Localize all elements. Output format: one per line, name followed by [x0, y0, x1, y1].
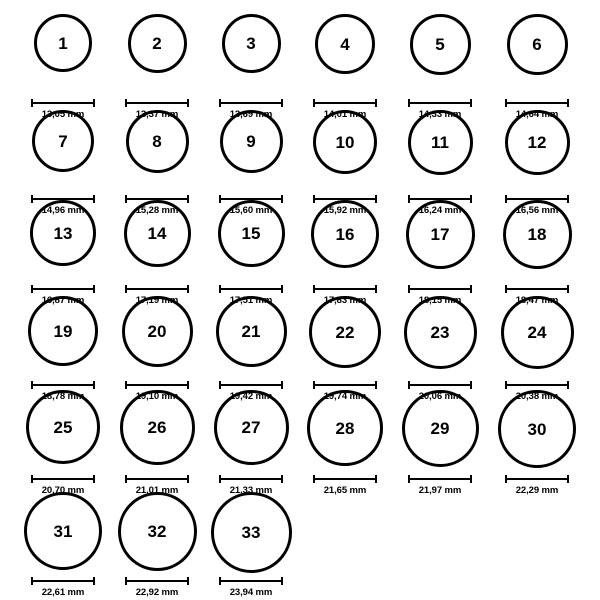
- ring-circle-wrapper: [503, 200, 572, 281]
- ring-circle-wrapper: [24, 492, 102, 573]
- ring-circle: [128, 14, 187, 73]
- ring-size-cell: [487, 390, 587, 496]
- ring-size-cell: [201, 14, 301, 120]
- measure-line: [219, 478, 283, 480]
- measure-tick-left: [219, 285, 221, 293]
- ring-size-number: 33: [241, 523, 261, 542]
- ring-circle-wrapper: [311, 200, 379, 281]
- measure-line: [219, 288, 283, 290]
- diameter-measure-bar: [219, 577, 283, 585]
- measure-line: [313, 102, 377, 104]
- measure-tick-right: [375, 99, 377, 107]
- diameter-measure-bar: [125, 381, 189, 389]
- diameter-label: 16,24 mm: [418, 205, 462, 216]
- measure-line: [408, 288, 472, 290]
- ring-size-cell: [107, 200, 207, 306]
- measure-tick-left: [313, 285, 315, 293]
- measure-tick-left: [408, 285, 410, 293]
- diameter-label: 18,47 mm: [515, 295, 559, 306]
- ring-circle: [28, 296, 98, 366]
- measure-tick-right: [375, 381, 377, 389]
- ring-size-number: 31: [53, 521, 73, 541]
- diameter-measure-bar: [219, 381, 283, 389]
- ring-circle-wrapper: [120, 390, 195, 471]
- diameter-label: 20,70 mm: [41, 485, 85, 496]
- ring-size-number: 25: [53, 417, 73, 437]
- measure-tick-right: [187, 475, 189, 483]
- diameter-measure-bar: [408, 99, 472, 107]
- diameter-measure-bar: [505, 99, 569, 107]
- measure-line: [408, 478, 472, 480]
- ring-circle-wrapper: [410, 14, 471, 95]
- ring-size-number: 3: [246, 34, 256, 53]
- ring-size-number: 2: [152, 34, 162, 53]
- measure-line: [125, 288, 189, 290]
- measure-tick-right: [567, 381, 569, 389]
- diameter-label: 15,28 mm: [135, 205, 179, 216]
- measure-tick-right: [281, 99, 283, 107]
- ring-circle-wrapper: [34, 14, 92, 95]
- diameter-label: 20,06 mm: [418, 391, 462, 402]
- diameter-label: 19,74 mm: [323, 391, 367, 402]
- measure-line: [505, 102, 569, 104]
- diameter-label: 14,01 mm: [323, 109, 367, 120]
- measure-line: [125, 102, 189, 104]
- ring-size-cell: [201, 200, 301, 306]
- ring-circle-wrapper: [507, 14, 568, 95]
- ring-circle: [402, 390, 479, 467]
- ring-circle: [32, 110, 94, 172]
- ring-size-number: 14: [147, 224, 167, 243]
- diameter-label: 19,10 mm: [135, 391, 179, 402]
- ring-circle: [118, 492, 197, 571]
- ring-size-number: 10: [335, 132, 355, 152]
- measure-tick-right: [470, 99, 472, 107]
- measure-tick-right: [375, 475, 377, 483]
- measure-tick-left: [505, 285, 507, 293]
- ring-circle-wrapper: [211, 492, 292, 573]
- ring-size-number: 24: [527, 323, 547, 342]
- ring-size-number: 17: [430, 225, 450, 244]
- measure-tick-right: [567, 99, 569, 107]
- measure-line: [31, 384, 95, 386]
- ring-circle-wrapper: [118, 492, 197, 573]
- measure-tick-right: [93, 475, 95, 483]
- measure-tick-left: [408, 475, 410, 483]
- ring-size-number: 11: [431, 133, 449, 152]
- measure-line: [313, 384, 377, 386]
- diameter-label: 17,51 mm: [229, 295, 273, 306]
- diameter-measure-bar: [31, 381, 95, 389]
- ring-circle: [313, 110, 377, 174]
- diameter-measure-bar: [219, 475, 283, 483]
- ring-size-cell: [107, 296, 207, 402]
- ring-circle: [126, 110, 189, 173]
- measure-tick-left: [125, 475, 127, 483]
- diameter-measure-bar: [408, 381, 472, 389]
- diameter-measure-bar: [125, 577, 189, 585]
- ring-circle-wrapper: [222, 14, 281, 95]
- ring-size-cell: [487, 296, 587, 402]
- ring-size-cell: [13, 492, 113, 598]
- ring-circle: [220, 110, 283, 173]
- measure-tick-left: [125, 285, 127, 293]
- measure-tick-left: [313, 99, 315, 107]
- ring-circle: [120, 390, 195, 465]
- diameter-label: 22,29 mm: [515, 485, 559, 496]
- ring-size-number: 15: [241, 224, 261, 243]
- ring-size-number: 9: [246, 132, 256, 151]
- measure-tick-right: [187, 285, 189, 293]
- ring-circle: [505, 110, 570, 175]
- diameter-label: 19,42 mm: [229, 391, 273, 402]
- measure-tick-left: [31, 577, 33, 585]
- measure-line: [31, 102, 95, 104]
- ring-size-number: 16: [335, 224, 355, 244]
- diameter-measure-bar: [505, 475, 569, 483]
- ring-size-cell: [487, 200, 587, 306]
- ring-size-number: 32: [147, 522, 167, 541]
- ring-size-number: 27: [241, 418, 261, 437]
- ring-size-number: 6: [532, 35, 542, 54]
- measure-line: [505, 478, 569, 480]
- diameter-label: 15,92 mm: [323, 205, 367, 216]
- diameter-measure-bar: [408, 285, 472, 293]
- ring-size-cell: [295, 14, 395, 120]
- ring-size-number: 12: [527, 133, 547, 152]
- ring-circle-wrapper: [505, 110, 570, 191]
- measure-tick-left: [31, 99, 33, 107]
- diameter-measure-bar: [219, 99, 283, 107]
- ring-size-cell: [201, 390, 301, 496]
- measure-line: [505, 384, 569, 386]
- ring-size-cell: [13, 14, 113, 120]
- diameter-measure-bar: [313, 381, 377, 389]
- measure-tick-right: [567, 285, 569, 293]
- diameter-measure-bar: [313, 99, 377, 107]
- ring-circle: [34, 14, 92, 72]
- ring-circle: [222, 14, 281, 73]
- diameter-label: 23,94 mm: [229, 587, 273, 598]
- measure-tick-left: [31, 381, 33, 389]
- ring-size-number: 26: [147, 418, 167, 437]
- diameter-label: 22,92 mm: [135, 587, 179, 598]
- ring-size-number: 1: [58, 33, 68, 53]
- measure-tick-left: [505, 381, 507, 389]
- ring-size-cell: [487, 14, 587, 120]
- ring-circle-wrapper: [220, 110, 283, 191]
- measure-line: [31, 580, 95, 582]
- measure-tick-left: [219, 381, 221, 389]
- ring-circle-wrapper: [218, 200, 285, 281]
- measure-tick-right: [281, 475, 283, 483]
- ring-circle: [218, 200, 285, 267]
- measure-tick-right: [187, 99, 189, 107]
- ring-size-number: 21: [241, 322, 261, 341]
- ring-size-cell: [295, 296, 395, 402]
- ring-size-number: 28: [335, 418, 355, 438]
- diameter-label: 13,05 mm: [41, 109, 85, 120]
- measure-tick-left: [408, 99, 410, 107]
- diameter-measure-bar: [408, 475, 472, 483]
- ring-size-cell: [13, 296, 113, 402]
- ring-circle: [315, 14, 375, 74]
- ring-circle-wrapper: [313, 110, 377, 191]
- measure-tick-right: [93, 99, 95, 107]
- ring-circle-wrapper: [501, 296, 574, 377]
- ring-size-cell: [13, 200, 113, 306]
- ring-circle: [404, 296, 477, 369]
- diameter-label: 13,69 mm: [229, 109, 273, 120]
- measure-tick-left: [505, 99, 507, 107]
- measure-line: [125, 580, 189, 582]
- ring-circle: [501, 296, 574, 369]
- ring-size-cell: [107, 492, 207, 598]
- ring-size-cell: [201, 296, 301, 402]
- ring-circle-wrapper: [408, 110, 473, 191]
- diameter-label: 22,61 mm: [41, 587, 85, 598]
- measure-line: [125, 384, 189, 386]
- ring-size-cell: [390, 14, 490, 120]
- measure-line: [313, 288, 377, 290]
- ring-circle-wrapper: [128, 14, 187, 95]
- diameter-label: 21,65 mm: [323, 485, 367, 496]
- diameter-measure-bar: [125, 285, 189, 293]
- ring-size-number: 19: [53, 321, 73, 341]
- diameter-measure-bar: [313, 285, 377, 293]
- ring-size-cell: [201, 492, 301, 598]
- ring-size-number: 29: [430, 419, 450, 438]
- ring-circle: [216, 296, 287, 367]
- measure-tick-right: [567, 475, 569, 483]
- diameter-label: 17,83 mm: [323, 295, 367, 306]
- ring-size-number: 23: [430, 323, 450, 342]
- diameter-label: 17,19 mm: [135, 295, 179, 306]
- ring-size-number: 5: [435, 35, 445, 54]
- ring-circle-wrapper: [26, 390, 100, 471]
- diameter-measure-bar: [31, 577, 95, 585]
- diameter-measure-bar: [31, 285, 95, 293]
- ring-size-cell: [390, 296, 490, 402]
- measure-line: [408, 384, 472, 386]
- measure-tick-left: [408, 381, 410, 389]
- diameter-label: 16,87 mm: [41, 295, 85, 306]
- ring-size-number: 13: [53, 223, 73, 243]
- ring-circle: [408, 110, 473, 175]
- ring-circle-wrapper: [30, 200, 96, 281]
- ring-size-cell: [107, 390, 207, 496]
- diameter-measure-bar: [313, 475, 377, 483]
- diameter-label: 14,96 mm: [41, 205, 85, 216]
- measure-tick-left: [31, 475, 33, 483]
- diameter-label: 14,64 mm: [515, 109, 559, 120]
- ring-circle-wrapper: [404, 296, 477, 377]
- diameter-measure-bar: [125, 99, 189, 107]
- ring-size-cell: [13, 390, 113, 496]
- ring-circle: [211, 492, 292, 573]
- ring-size-number: 4: [340, 34, 350, 54]
- ring-size-cell: [295, 200, 395, 306]
- ring-size-cell: [390, 390, 490, 496]
- diameter-measure-bar: [31, 99, 95, 107]
- measure-tick-right: [93, 577, 95, 585]
- ring-circle: [24, 492, 102, 570]
- ring-size-number: 8: [152, 132, 162, 151]
- measure-tick-left: [219, 475, 221, 483]
- ring-circle-wrapper: [124, 200, 191, 281]
- diameter-measure-bar: [505, 381, 569, 389]
- measure-line: [31, 288, 95, 290]
- ring-circle-wrapper: [216, 296, 287, 377]
- measure-tick-left: [125, 381, 127, 389]
- measure-tick-right: [187, 381, 189, 389]
- measure-line: [125, 478, 189, 480]
- ring-size-cell: [295, 390, 395, 496]
- diameter-label: 21,97 mm: [418, 485, 462, 496]
- ring-size-number: 7: [58, 131, 68, 151]
- ring-circle: [410, 14, 471, 75]
- measure-tick-right: [470, 475, 472, 483]
- ring-circle-wrapper: [126, 110, 189, 191]
- ring-size-cell: [390, 200, 490, 306]
- measure-tick-left: [219, 99, 221, 107]
- measure-tick-left: [219, 577, 221, 585]
- measure-tick-right: [281, 381, 283, 389]
- diameter-measure-bar: [219, 285, 283, 293]
- ring-circle-wrapper: [122, 296, 193, 377]
- ring-circle-wrapper: [32, 110, 94, 191]
- ring-size-number: 20: [147, 322, 167, 341]
- measure-line: [219, 580, 283, 582]
- diameter-label: 21,01 mm: [135, 485, 179, 496]
- ring-size-number: 18: [527, 225, 547, 244]
- ring-circle-wrapper: [307, 390, 383, 471]
- measure-tick-right: [281, 577, 283, 585]
- ring-circle: [498, 390, 576, 468]
- ring-circle-wrapper: [498, 390, 576, 471]
- measure-tick-right: [93, 285, 95, 293]
- measure-tick-left: [125, 99, 127, 107]
- measure-tick-left: [505, 475, 507, 483]
- ring-circle: [507, 14, 568, 75]
- ring-circle-wrapper: [28, 296, 98, 377]
- diameter-measure-bar: [125, 475, 189, 483]
- measure-tick-left: [313, 381, 315, 389]
- measure-line: [505, 288, 569, 290]
- ring-circle-wrapper: [406, 200, 475, 281]
- ring-circle: [214, 390, 289, 465]
- measure-tick-right: [470, 381, 472, 389]
- diameter-label: 18,78 mm: [41, 391, 85, 402]
- ring-circle-wrapper: [402, 390, 479, 471]
- measure-tick-right: [93, 381, 95, 389]
- measure-line: [31, 478, 95, 480]
- ring-circle: [122, 296, 193, 367]
- ring-circle-wrapper: [214, 390, 289, 471]
- measure-line: [408, 102, 472, 104]
- ring-size-number: 30: [527, 419, 547, 439]
- measure-tick-left: [125, 577, 127, 585]
- diameter-measure-bar: [505, 285, 569, 293]
- ring-circle: [307, 390, 383, 466]
- measure-tick-right: [375, 285, 377, 293]
- ring-circle: [503, 200, 572, 269]
- ring-size-cell: [107, 14, 207, 120]
- measure-tick-right: [281, 285, 283, 293]
- ring-circle: [26, 390, 100, 464]
- diameter-label: 15,60 mm: [229, 205, 273, 216]
- ring-size-number: 22: [335, 322, 355, 342]
- measure-tick-left: [313, 475, 315, 483]
- diameter-label: 13,37 mm: [135, 109, 179, 120]
- ring-circle-wrapper: [309, 296, 381, 377]
- ring-circle: [311, 200, 379, 268]
- ring-circle: [30, 200, 96, 266]
- ring-circle: [309, 296, 381, 368]
- diameter-label: 16,56 mm: [515, 205, 559, 216]
- diameter-label: 21,33 mm: [229, 485, 273, 496]
- measure-line: [219, 102, 283, 104]
- diameter-measure-bar: [31, 475, 95, 483]
- measure-tick-right: [470, 285, 472, 293]
- measure-tick-left: [31, 285, 33, 293]
- ring-circle: [124, 200, 191, 267]
- measure-line: [219, 384, 283, 386]
- ring-circle: [406, 200, 475, 269]
- diameter-label: 18,15 mm: [418, 295, 462, 306]
- ring-circle-wrapper: [315, 14, 375, 95]
- diameter-label: 20,38 mm: [515, 391, 559, 402]
- measure-tick-right: [187, 577, 189, 585]
- diameter-label: 14,33 mm: [418, 109, 462, 120]
- measure-line: [313, 478, 377, 480]
